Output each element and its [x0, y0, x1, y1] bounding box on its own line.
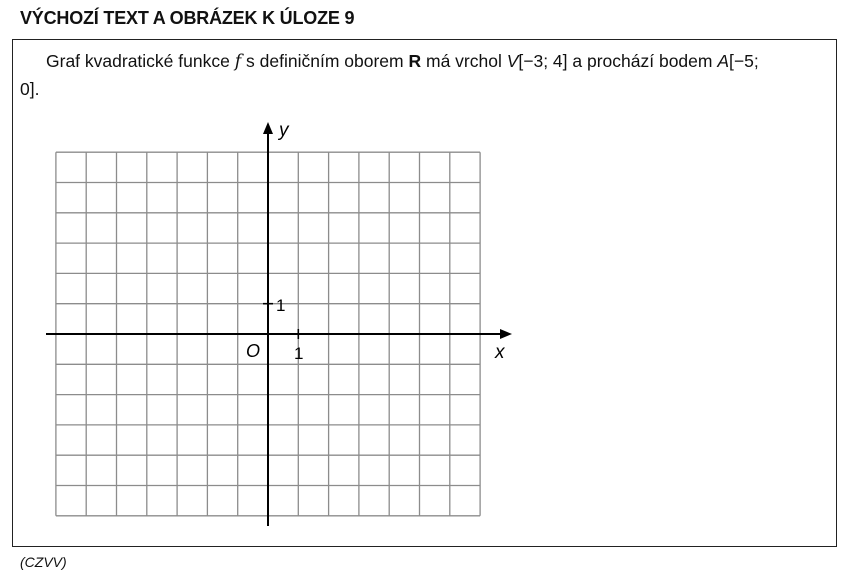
- text-part4: a prochází bodem: [567, 51, 718, 71]
- point-a-label: A: [717, 51, 730, 71]
- text-part5: .: [34, 79, 40, 99]
- y-axis-label: y: [279, 120, 289, 141]
- text-part1: Graf kvadratické funkce: [46, 51, 235, 71]
- y-axis-arrow: [263, 122, 273, 134]
- text-part2: s definičním oborem: [241, 51, 409, 71]
- vertex-coords: [−3; 4]: [518, 51, 568, 71]
- origin-label: O: [246, 341, 261, 361]
- point-a-coords: [−5; 0]: [20, 51, 759, 99]
- function-symbol: f: [234, 52, 242, 72]
- x-axis-arrow: [500, 329, 512, 339]
- real-numbers-symbol: R: [408, 51, 422, 71]
- task-heading: VÝCHOZÍ TEXT A OBRÁZEK K ÚLOZE 9: [20, 8, 355, 28]
- vertex-label: V: [506, 51, 519, 71]
- x-axis-label: x: [495, 342, 505, 363]
- text-part3: má vrchol: [421, 51, 507, 71]
- source-note: (CZVV): [20, 554, 67, 570]
- x-unit-label: 1: [294, 344, 304, 363]
- y-unit-label: 1: [276, 296, 286, 315]
